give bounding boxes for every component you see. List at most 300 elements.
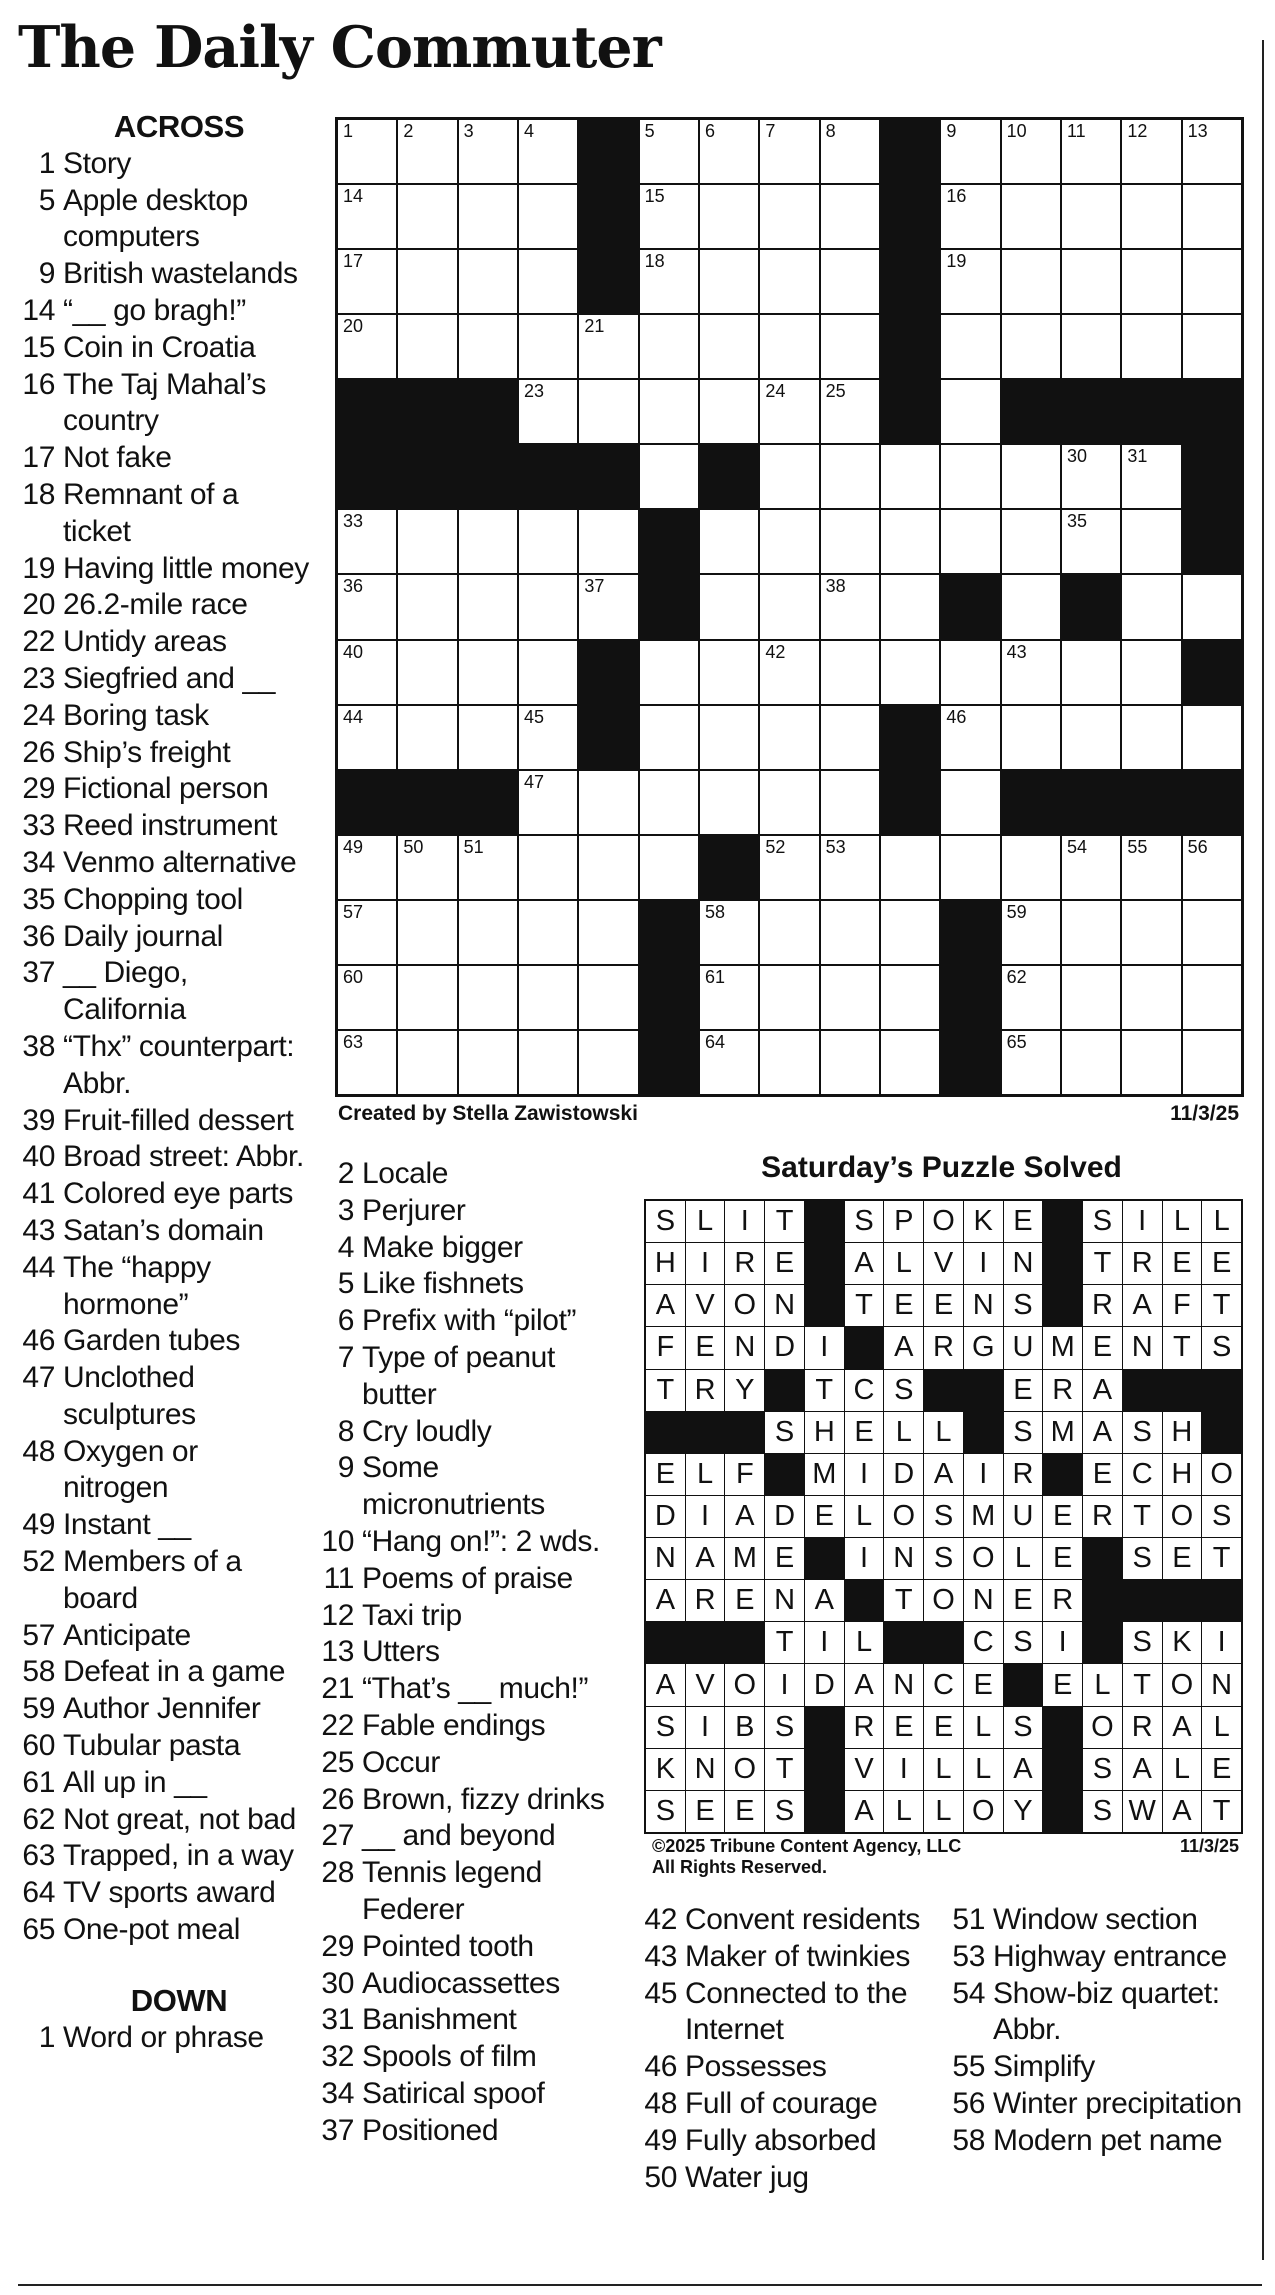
grid-cell[interactable]	[821, 1031, 879, 1094]
grid-cell[interactable]	[1062, 445, 1120, 508]
grid-cell[interactable]	[1122, 966, 1180, 1029]
grid-cell[interactable]	[579, 575, 637, 638]
grid-cell[interactable]	[700, 575, 758, 638]
grid-cell[interactable]	[1062, 641, 1120, 704]
solved-letter: S	[1092, 1752, 1113, 1785]
grid-cell[interactable]	[1122, 250, 1180, 313]
grid-cell[interactable]	[398, 836, 456, 899]
clue-text: Daily journal	[63, 919, 223, 953]
solved-letter: N	[1131, 1331, 1153, 1364]
grid-cell[interactable]	[760, 250, 818, 313]
grid-cell[interactable]	[881, 966, 939, 1029]
solved-letter: T	[855, 1289, 873, 1322]
grid-cell[interactable]	[1002, 641, 1060, 704]
solved-black-square	[1123, 1580, 1162, 1621]
grid-cell[interactable]	[941, 771, 999, 834]
grid-cell[interactable]	[519, 966, 577, 1029]
grid-cell[interactable]	[1002, 836, 1060, 899]
grid-cell[interactable]	[1062, 966, 1120, 1029]
crossword-grid[interactable]	[335, 117, 1244, 1097]
grid-cell[interactable]	[338, 185, 396, 248]
grid-cell[interactable]	[941, 250, 999, 313]
solved-cell	[1163, 1285, 1202, 1326]
black-square	[1183, 771, 1241, 834]
solved-letter: W	[1128, 1794, 1156, 1827]
grid-cell[interactable]	[459, 1031, 517, 1094]
grid-cell[interactable]	[1122, 641, 1180, 704]
solved-letter: C	[853, 1373, 875, 1406]
grid-cell[interactable]	[579, 836, 637, 899]
grid-cell[interactable]	[519, 510, 577, 573]
clue-item	[948, 1939, 1248, 1976]
clue-number: 58	[22, 1655, 55, 1689]
grid-cell[interactable]	[821, 380, 879, 443]
grid-cell[interactable]	[700, 185, 758, 248]
grid-cell[interactable]	[398, 120, 456, 183]
grid-cell[interactable]	[1122, 1031, 1180, 1094]
clue-item	[318, 1230, 618, 1267]
grid-cell[interactable]	[1183, 250, 1241, 313]
clue-text: Venmo alternative	[63, 845, 297, 879]
grid-cell[interactable]	[1183, 315, 1241, 378]
grid-cell[interactable]	[338, 641, 396, 704]
cell-number: 55	[1127, 836, 1148, 857]
grid-cell[interactable]	[760, 380, 818, 443]
grid-cell[interactable]	[1122, 836, 1180, 899]
solved-black-square	[1163, 1370, 1202, 1411]
grid-cell[interactable]	[700, 315, 758, 378]
grid-cell[interactable]	[1002, 250, 1060, 313]
grid-cell[interactable]	[579, 901, 637, 964]
grid-cell[interactable]	[821, 510, 879, 573]
grid-cell[interactable]	[1062, 901, 1120, 964]
grid-cell[interactable]	[1122, 575, 1180, 638]
solved-letter: M	[971, 1499, 996, 1532]
grid-cell[interactable]	[640, 185, 698, 248]
clue-text: Locale	[362, 1157, 449, 1190]
clue-text: Cry loudly	[362, 1414, 492, 1448]
grid-cell[interactable]	[338, 836, 396, 899]
grid-cell[interactable]	[519, 901, 577, 964]
solved-cell	[1202, 1622, 1241, 1663]
solved-black-square	[1043, 1285, 1082, 1326]
clue-text: All up in __	[63, 1765, 207, 1799]
grid-cell[interactable]	[700, 901, 758, 964]
solved-letter: A	[1132, 1289, 1152, 1322]
solved-letter: R	[694, 1373, 716, 1406]
grid-cell[interactable]	[398, 315, 456, 378]
grid-cell[interactable]	[1062, 1031, 1120, 1094]
solved-cell	[1083, 1285, 1122, 1326]
black-square	[1183, 641, 1241, 704]
solved-letter: S	[655, 1710, 676, 1743]
solved-letter: A	[1132, 1752, 1152, 1785]
grid-cell[interactable]	[821, 575, 879, 638]
grid-cell[interactable]	[519, 315, 577, 378]
clue-number: 38	[22, 1029, 55, 1063]
grid-cell[interactable]	[821, 315, 879, 378]
grid-cell[interactable]	[398, 250, 456, 313]
grid-cell[interactable]	[459, 510, 517, 573]
solved-letter: E	[1092, 1331, 1113, 1364]
grid-cell[interactable]	[459, 706, 517, 769]
clue-text: Prefix with “pilot”	[362, 1304, 577, 1338]
grid-cell[interactable]	[1002, 445, 1060, 508]
grid-cell[interactable]	[459, 966, 517, 1029]
grid-cell[interactable]	[459, 250, 517, 313]
solved-letter: A	[1172, 1710, 1192, 1743]
solved-cell	[1202, 1496, 1241, 1537]
solved-letter: T	[1212, 1289, 1231, 1322]
solved-letter: S	[1013, 1710, 1033, 1743]
grid-cell[interactable]	[398, 185, 456, 248]
grid-cell[interactable]	[1122, 901, 1180, 964]
grid-cell[interactable]	[398, 901, 456, 964]
grid-cell[interactable]	[519, 120, 577, 183]
grid-cell[interactable]	[700, 771, 758, 834]
grid-cell[interactable]	[1183, 966, 1241, 1029]
grid-cell[interactable]	[1062, 836, 1120, 899]
clue-text: Colored eye parts	[63, 1177, 293, 1211]
grid-cell[interactable]	[760, 706, 818, 769]
clue-item	[318, 1193, 618, 1230]
grid-cell[interactable]	[1122, 120, 1180, 183]
grid-cell[interactable]	[881, 510, 939, 573]
grid-cell[interactable]	[821, 250, 879, 313]
grid-cell[interactable]	[881, 575, 939, 638]
solved-letter: D	[774, 1331, 796, 1364]
grid-cell[interactable]	[338, 1031, 396, 1094]
grid-cell[interactable]	[760, 1031, 818, 1094]
clue-item	[18, 1029, 310, 1103]
grid-cell[interactable]	[519, 836, 577, 899]
solved-cell	[1083, 1412, 1122, 1453]
grid-cell[interactable]	[1183, 575, 1241, 638]
clue-number: 13	[321, 1635, 354, 1669]
grid-cell[interactable]	[459, 641, 517, 704]
solved-black-square	[845, 1580, 884, 1621]
solved-cell	[1123, 1412, 1162, 1453]
solved-letter: I	[701, 1710, 710, 1743]
grid-cell[interactable]	[760, 836, 818, 899]
grid-cell[interactable]	[941, 510, 999, 573]
grid-cell[interactable]	[700, 1031, 758, 1094]
solved-cell	[725, 1580, 764, 1621]
solved-cell	[964, 1707, 1003, 1748]
grid-cell[interactable]	[760, 445, 818, 508]
grid-cell[interactable]	[1002, 315, 1060, 378]
grid-cell[interactable]	[941, 641, 999, 704]
solved-letter: E	[973, 1668, 993, 1701]
clue-item	[318, 1818, 618, 1855]
solved-cell	[1202, 1791, 1241, 1832]
clue-number: 3	[337, 1193, 354, 1227]
cell-number: 46	[946, 706, 967, 727]
clue-text: Trapped, in a way	[63, 1839, 294, 1873]
grid-cell[interactable]	[821, 836, 879, 899]
grid-cell[interactable]	[459, 836, 517, 899]
grid-cell[interactable]	[338, 575, 396, 638]
grid-cell[interactable]	[338, 510, 396, 573]
solved-letter: S	[1211, 1331, 1232, 1364]
grid-cell[interactable]	[1183, 1031, 1241, 1094]
grid-cell[interactable]	[1062, 120, 1120, 183]
grid-cell[interactable]	[338, 706, 396, 769]
black-square	[881, 185, 939, 248]
black-square	[640, 901, 698, 964]
solved-black-square	[1043, 1201, 1082, 1242]
grid-cell[interactable]	[1183, 706, 1241, 769]
grid-cell[interactable]	[941, 445, 999, 508]
grid-cell[interactable]	[881, 901, 939, 964]
black-square	[640, 966, 698, 1029]
grid-cell[interactable]	[579, 510, 637, 573]
solved-letter: L	[1094, 1668, 1111, 1701]
clue-text: 26.2-mile race	[63, 588, 248, 622]
grid-cell[interactable]	[881, 1031, 939, 1094]
grid-cell[interactable]	[1002, 510, 1060, 573]
grid-cell[interactable]	[338, 250, 396, 313]
clue-text: Apple desktop computers	[63, 183, 248, 254]
grid-cell[interactable]	[579, 771, 637, 834]
grid-cell[interactable]	[1002, 120, 1060, 183]
solved-letter: N	[972, 1289, 994, 1322]
grid-cell[interactable]	[760, 901, 818, 964]
grid-cell[interactable]	[1183, 901, 1241, 964]
solved-cell	[1202, 1243, 1241, 1284]
clue-number: 55	[952, 2050, 985, 2084]
grid-cell[interactable]	[1062, 250, 1120, 313]
cell-number: 58	[704, 901, 726, 922]
solved-cell	[686, 1538, 725, 1579]
grid-cell[interactable]	[459, 120, 517, 183]
grid-cell[interactable]	[398, 1031, 456, 1094]
grid-cell[interactable]	[760, 185, 818, 248]
grid-cell[interactable]	[1122, 185, 1180, 248]
solved-letter: S	[1132, 1542, 1152, 1575]
grid-cell[interactable]	[821, 706, 879, 769]
clue-number: 12	[321, 1598, 354, 1632]
grid-cell[interactable]	[338, 901, 396, 964]
grid-cell[interactable]	[1183, 185, 1241, 248]
clue-number: 19	[22, 551, 55, 585]
grid-cell[interactable]	[700, 510, 758, 573]
solved-letter: E	[1172, 1542, 1192, 1575]
grid-cell[interactable]	[640, 445, 698, 508]
grid-cell[interactable]	[881, 641, 939, 704]
clue-item	[18, 1691, 310, 1728]
cell-number: 4	[523, 121, 534, 141]
clue-item	[318, 1855, 618, 1929]
grid-cell[interactable]	[1002, 1031, 1060, 1094]
grid-cell[interactable]	[760, 575, 818, 638]
grid-cell[interactable]	[1062, 510, 1120, 573]
solved-cell	[884, 1412, 923, 1453]
solved-cell	[924, 1454, 963, 1495]
solved-cell	[686, 1454, 725, 1495]
grid-cell[interactable]	[1002, 966, 1060, 1029]
grid-cell[interactable]	[941, 315, 999, 378]
grid-cell[interactable]	[640, 771, 698, 834]
grid-cell[interactable]	[338, 966, 396, 1029]
grid-cell[interactable]	[640, 706, 698, 769]
solved-cell	[765, 1580, 804, 1621]
grid-cell[interactable]	[1062, 185, 1120, 248]
grid-cell[interactable]	[1183, 836, 1241, 899]
grid-cell[interactable]	[398, 575, 456, 638]
grid-cell[interactable]	[640, 380, 698, 443]
grid-cell[interactable]	[519, 575, 577, 638]
solved-letter: H	[1171, 1415, 1193, 1448]
solved-black-square	[805, 1707, 844, 1748]
clue-item	[18, 1618, 310, 1655]
grid-cell[interactable]	[459, 315, 517, 378]
solved-black-square	[964, 1370, 1003, 1411]
clue-text: Highway entrance	[993, 1939, 1227, 1973]
grid-cell[interactable]	[821, 185, 879, 248]
black-square	[398, 771, 456, 834]
solved-cell	[765, 1285, 804, 1326]
grid-cell[interactable]	[700, 706, 758, 769]
solved-cell	[845, 1791, 884, 1832]
grid-cell[interactable]	[579, 315, 637, 378]
solved-cell	[1163, 1664, 1202, 1705]
grid-cell[interactable]	[821, 771, 879, 834]
grid-cell[interactable]	[941, 185, 999, 248]
grid-cell[interactable]	[398, 966, 456, 1029]
solved-letter: A	[814, 1584, 834, 1617]
clue-item	[948, 2086, 1248, 2123]
solved-letter: M	[732, 1542, 757, 1575]
grid-cell[interactable]	[821, 120, 879, 183]
clue-number: 50	[644, 2160, 677, 2194]
grid-cell[interactable]	[1002, 575, 1060, 638]
grid-cell[interactable]	[519, 250, 577, 313]
solved-black-square	[924, 1370, 963, 1411]
clue-item	[18, 1139, 310, 1176]
cell-number: 65	[1006, 1031, 1027, 1052]
grid-cell[interactable]	[1122, 315, 1180, 378]
grid-cell[interactable]	[579, 1031, 637, 1094]
grid-cell[interactable]	[640, 120, 698, 183]
down-clue-list-2	[318, 1156, 618, 2150]
grid-cell[interactable]	[1122, 706, 1180, 769]
solved-cell	[1043, 1622, 1082, 1663]
grid-cell[interactable]	[700, 966, 758, 1029]
grid-cell[interactable]	[760, 966, 818, 1029]
solved-cell	[924, 1496, 963, 1537]
grid-cell[interactable]	[640, 315, 698, 378]
grid-cell[interactable]	[459, 185, 517, 248]
grid-cell[interactable]	[640, 641, 698, 704]
grid-cell[interactable]	[1002, 901, 1060, 964]
grid-cell[interactable]	[1002, 706, 1060, 769]
clue-number: 35	[22, 882, 55, 916]
grid-cell[interactable]	[821, 901, 879, 964]
black-square	[1062, 380, 1120, 443]
grid-cell[interactable]	[519, 380, 577, 443]
solved-letter: R	[1052, 1373, 1074, 1406]
solved-letter: F	[1173, 1289, 1191, 1322]
solved-cell	[1202, 1707, 1241, 1748]
grid-cell[interactable]	[579, 966, 637, 1029]
grid-cell[interactable]	[519, 1031, 577, 1094]
solved-cell	[1004, 1707, 1043, 1748]
grid-cell[interactable]	[398, 706, 456, 769]
solved-cell	[686, 1791, 725, 1832]
grid-cell[interactable]	[640, 836, 698, 899]
solved-cell	[1083, 1327, 1122, 1368]
grid-cell[interactable]	[519, 706, 577, 769]
solved-cell	[964, 1791, 1003, 1832]
grid-cell[interactable]	[338, 120, 396, 183]
solved-cell	[725, 1496, 764, 1537]
grid-cell[interactable]	[398, 641, 456, 704]
grid-cell[interactable]	[941, 380, 999, 443]
grid-cell[interactable]	[1122, 445, 1180, 508]
solved-letter: S	[933, 1542, 954, 1575]
grid-cell[interactable]	[459, 901, 517, 964]
grid-cell[interactable]	[760, 120, 818, 183]
grid-cell[interactable]	[519, 771, 577, 834]
grid-cell[interactable]	[1002, 185, 1060, 248]
black-square	[881, 250, 939, 313]
grid-cell[interactable]	[941, 120, 999, 183]
grid-cell[interactable]	[881, 445, 939, 508]
grid-cell[interactable]	[519, 185, 577, 248]
grid-cell[interactable]	[821, 641, 879, 704]
solved-letter: I	[740, 1205, 749, 1238]
grid-cell[interactable]	[640, 250, 698, 313]
grid-cell[interactable]	[700, 641, 758, 704]
grid-cell[interactable]	[1062, 706, 1120, 769]
grid-cell[interactable]	[1122, 510, 1180, 573]
grid-cell[interactable]	[760, 510, 818, 573]
solved-cell	[1123, 1538, 1162, 1579]
solved-letter: T	[1212, 1794, 1231, 1827]
grid-cell[interactable]	[700, 380, 758, 443]
grid-cell[interactable]	[1062, 315, 1120, 378]
grid-cell[interactable]	[700, 120, 758, 183]
solved-letter: T	[775, 1205, 794, 1238]
grid-cell[interactable]	[821, 445, 879, 508]
clue-text: The “happy hormone”	[63, 1250, 211, 1321]
solved-cell	[805, 1412, 844, 1453]
solved-cell	[686, 1580, 725, 1621]
solved-cell	[924, 1201, 963, 1242]
clue-text: Fictional person	[63, 772, 269, 806]
grid-cell[interactable]	[760, 315, 818, 378]
grid-cell[interactable]	[700, 250, 758, 313]
grid-cell[interactable]	[881, 836, 939, 899]
grid-cell[interactable]	[760, 641, 818, 704]
down-column-2	[318, 1156, 618, 2150]
grid-cell[interactable]	[459, 575, 517, 638]
solved-cell	[884, 1707, 923, 1748]
grid-cell[interactable]	[941, 706, 999, 769]
grid-cell[interactable]	[760, 771, 818, 834]
grid-cell[interactable]	[338, 315, 396, 378]
grid-cell[interactable]	[941, 836, 999, 899]
grid-cell[interactable]	[398, 510, 456, 573]
grid-cell[interactable]	[579, 380, 637, 443]
cell-number: 14	[343, 186, 364, 207]
grid-cell[interactable]	[821, 966, 879, 1029]
grid-cell[interactable]	[1183, 120, 1241, 183]
solved-letter: S	[1211, 1499, 1232, 1532]
clue-number: 46	[644, 2050, 677, 2084]
grid-cell[interactable]	[519, 641, 577, 704]
